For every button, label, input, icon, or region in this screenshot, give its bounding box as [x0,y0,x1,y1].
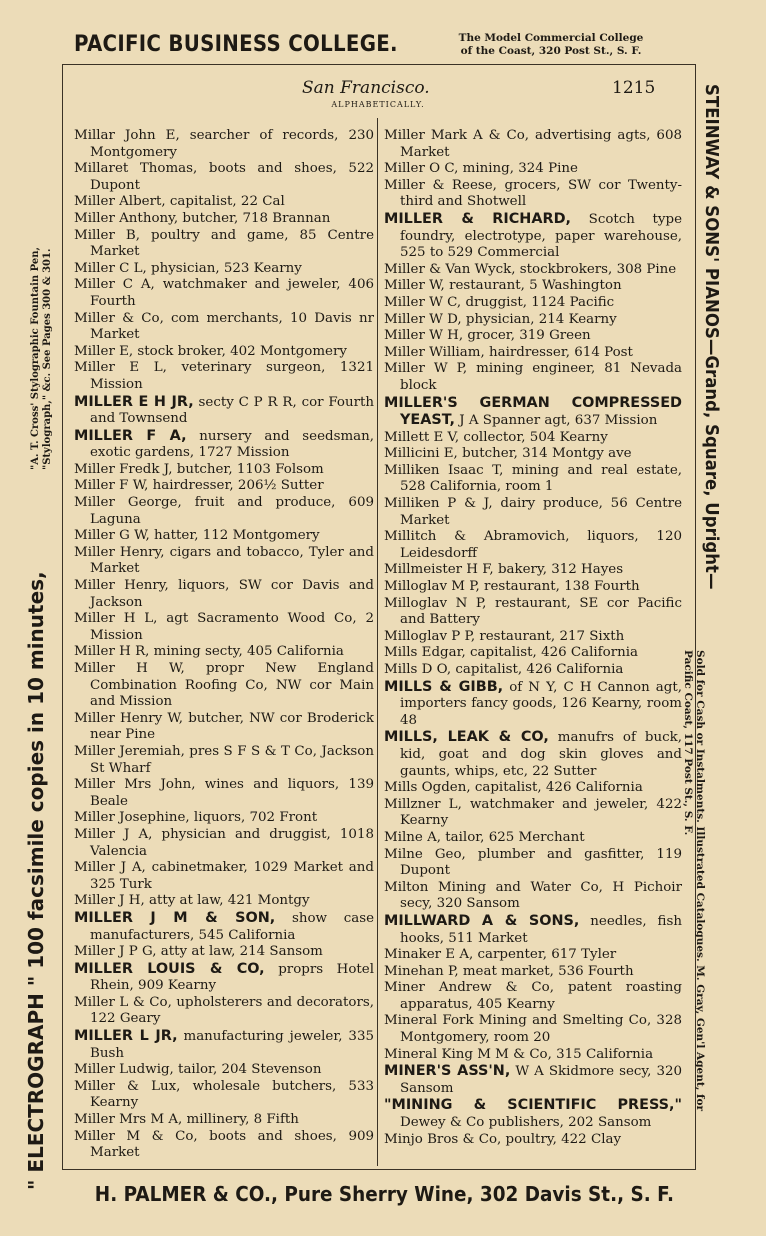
directory-entry [384,496,682,529]
entry-text: Mineral Fork Mining and Smelting Co, 328 Montgomery, room 20 [384,1013,682,1046]
directory-entry [74,277,374,310]
entry-text: Miller J P G, atty at law, 214 Sansom [74,944,323,960]
entry-text: Millitch & Abramovich, liquors, 120 Leidesdorff [384,529,682,561]
directory-entry [74,1062,374,1079]
directory-entry [384,345,682,362]
directory-entry [384,980,682,1013]
directory-entry [384,880,682,913]
entry-text: show case manufacturers, 545 California [90,910,374,943]
directory-entry [74,360,374,393]
directory-entry [74,128,374,161]
directory-entry [74,545,374,578]
entry-text: Millar John E, searcher of records, 230 Montgomery [74,128,374,160]
directory-entry [384,780,682,797]
directory-entry [384,262,682,279]
entry-text: Miller E, stock broker, 402 Montgomery [74,343,347,359]
entry-text: Miller W, restaurant, 5 Washington [384,278,622,294]
directory-entry [384,830,682,847]
right-side-ad-small: Sold for Cash or Instalments. Illustrated Catalogues. M. Gray, Gen'l Agent, for Pacific Coast, 117 Post St., S. F. [682,650,706,1112]
directory-entry [74,161,374,194]
entry-text: Miller F W, hairdresser, 206½ Sutter [74,478,324,494]
directory-entry [384,446,682,463]
entry-text: Minaker E A, carpenter, 617 Tyler [384,947,617,963]
entry-text: Miller G W, hatter, 112 Montgomery [74,528,320,544]
directory-entry [74,1079,374,1112]
directory-entry [384,729,682,780]
top-ad-tagline [415,32,687,58]
entry-business-name: MILLER'S GERMAN COMPRESSED YEAST, [384,394,682,429]
entry-text: nursery and seedsman, exotic gardens, 1727 Mission [90,428,374,461]
top-ad-tagline-line2: of the Coast, 320 Post St., S. F. [460,45,642,57]
directory-entry [74,711,374,744]
directory-entry [74,777,374,810]
directory-entry [74,744,374,777]
entry-text: Miller O C, mining, 324 Pine [384,161,578,177]
entry-text: Minjo Bros & Co, poultry, 422 Clay [384,1131,622,1147]
directory-entry [384,562,682,579]
directory-entry [74,611,374,644]
entry-text: Miller L & Co, upholsterers and decorators, 122 Geary [74,994,374,1027]
entry-text: manufrs of buck, kid, goat and dog skin gloves and gaunts, whips, etc, 22 Sutter [400,730,682,779]
directory-entry [384,629,682,646]
directory-entry [384,1047,682,1064]
entry-text: secty C P R R, cor Fourth and Townsend [90,394,374,427]
directory-entry [384,1063,682,1097]
directory-entry [384,395,682,430]
directory-entry [384,964,682,981]
directory-entry [384,128,682,161]
entry-text: Mills D O, capitalist, 426 California [384,662,624,677]
entry-text: Milton Mining and Water Co, H Pichoir secy, 320 Sansom [384,879,682,912]
directory-entry [384,947,682,964]
directory-entry [384,161,682,178]
entry-text: manufacturing jeweler, 335 Bush [90,1029,374,1061]
entry-text: Miller C A, watchmaker and jeweler, 406 Fourth [74,277,374,309]
directory-entry [384,1132,682,1149]
directory-entry [384,430,682,447]
entry-text: Millmeister H F, bakery, 312 Hayes [384,562,624,578]
entry-text: Miller J H, atty at law, 421 Montgy [74,893,310,909]
entry-text: Miller & Co, com merchants, 10 Davis nr Market [74,310,374,343]
entry-text: Miller W H, grocer, 319 Green [384,328,591,344]
entry-text: Milne A, tailor, 625 Merchant [384,829,585,845]
entry-business-name: "MINING & SCIENTIFIC PRESS," [384,1097,682,1114]
entry-text: Miller & Reese, grocers, SW cor Twenty-third and Shotwell [384,177,682,210]
entry-text: Miller George, fruit and produce, 609 Laguna [74,495,374,527]
entry-text: Minehan P, meat market, 536 Fourth [384,963,634,979]
entry-text: Millett E V, collector, 504 Kearny [384,429,608,445]
directory-entry [384,295,682,312]
directory-entry [384,913,682,947]
entry-text: Scotch type foundry, electrotype, paper warehouse, 525 to 529 Commercial [400,211,682,261]
entry-text: Miller J A, cabinetmaker, 1029 Market and 325 Turk [74,860,374,892]
directory-entry [384,312,682,329]
entry-text: Miller C L, physician, 523 Kearny [74,260,302,276]
entry-text: Mills Ogden, capitalist, 426 California [384,780,643,796]
entry-text: Miller W D, physician, 214 Kearny [384,311,617,327]
entry-text: Miller H R, mining secty, 405 California [74,644,344,660]
entry-text: Miller William, hairdresser, 614 Post [384,344,633,360]
directory-entry [74,194,374,211]
entry-business-name: MILLER F A, [74,427,187,444]
directory-entry [384,579,682,596]
bottom-advertisement: H. PALMER & CO., Pure Sherry Wine, 302 Davis St., S. F. [94,1182,674,1206]
entry-text: Milloglav P P, restaurant, 217 Sixth [384,628,625,644]
page-number: 1215 [612,78,656,98]
entry-text: Miller J A, physician and druggist, 1018 Valencia [74,826,374,859]
directory-entry [384,596,682,629]
directory-entry [74,810,374,827]
directory-entry [74,961,374,995]
directory-entry [384,847,682,880]
directory-entry [74,1112,374,1129]
right-column [384,128,682,1166]
directory-entry [74,228,374,261]
entry-text: Milloglav N P, restaurant, SE cor Pacific and Battery [384,595,682,628]
entry-text: Millicini E, butcher, 314 Montgy ave [384,446,632,462]
entry-business-name: MILLER & RICHARD, [384,210,571,227]
entry-text: Miller Ludwig, tailor, 204 Stevenson [74,1062,322,1078]
directory-entry [384,278,682,295]
entry-text: Miller Mark A & Co, advertising agts, 608 Market [384,128,682,160]
entry-text: Miller W C, druggist, 1124 Pacific [384,294,615,310]
entry-business-name: MILLER E H JR, [74,393,194,410]
entry-text: needles, fish hooks, 511 Market [400,913,682,946]
directory-entry [384,679,682,730]
entry-text: proprs Hotel Rhein, 909 Kearny [90,961,374,994]
directory-entry [74,261,374,278]
entry-text: Miller E L, veterinary surgeon, 1321 Mission [74,360,374,392]
top-ad-title: PACIFIC BUSINESS COLLEGE. [74,32,398,57]
entry-text: Milliken Isaac T, mining and real estate, 528 California, room 1 [384,462,682,495]
left-side-small-line1: "A. T. Cross' Stylographic Fountain Pen, [30,246,41,470]
entry-business-name: MINER'S ASS'N, [384,1063,511,1080]
directory-entry [74,827,374,860]
entry-text: Miller H W, propr New England Combination Roofing Co, NW cor Main and Mission [74,661,374,710]
directory-entry [384,178,682,211]
entry-text: Miller Jeremiah, pres S F S & T Co, Jackson St Wharf [74,743,374,776]
entry-text: Milliken P & J, dairy produce, 56 Centre Market [384,496,682,528]
directory-entry [74,578,374,611]
left-side-small-line2: "Stylograph," &c. See Pages 300 & 301. [42,248,53,470]
right-side-ad-main: STEINWAY & SONS' PIANOS—Grand, Square, Upright— [701,84,722,590]
directory-entry [74,344,374,361]
directory-entry [74,528,374,545]
directory-entry [74,1028,374,1062]
entry-text: Miller B, poultry and game, 85 Centre Market [74,227,374,260]
entry-text: Dewey & Co publishers, 202 Sansom [400,1115,652,1131]
entry-business-name: MILLS, LEAK & CO, [384,729,549,746]
directory-entry [74,944,374,961]
entry-text: Miller & Van Wyck, stockbrokers, 308 Pine [384,261,677,277]
header-city: San Francisco. [302,78,430,98]
entry-text: Millaret Thomas, boots and shoes, 522 Dupont [74,161,374,193]
entry-text: Mills Edgar, capitalist, 426 California [384,645,638,661]
directory-entry [74,661,374,711]
entry-text: Mineral King M M & Co, 315 California [384,1046,654,1062]
directory-entry [74,893,374,910]
directory-entry [384,463,682,496]
entry-business-name: MILLER J M & SON, [74,909,276,926]
entry-text: Miller Josephine, liquors, 702 Front [74,810,318,826]
right-side-small-advertisement [682,650,706,1140]
directory-entry [74,995,374,1028]
entry-business-name: MILLER LOUIS & CO, [74,960,265,977]
entry-text: Miller Anthony, butcher, 718 Brannan [74,210,331,226]
running-header [62,76,694,110]
directory-entry [74,211,374,228]
directory-entry [74,860,374,893]
entry-text: of N Y, C H Cannon agt, importers fancy goods, 126 Kearny, room 48 [400,679,682,728]
directory-entry [384,211,682,262]
entry-text: Miller Henry W, butcher, NW cor Broderick near Pine [74,710,374,743]
entry-text: Miller Fredk J, butcher, 1103 Folsom [74,461,324,477]
left-side-advertisement: " ELECTROGRAPH " 100 facsimile copies in 10 minutes, [24,571,48,1190]
top-advertisement [70,30,690,64]
directory-entry [74,394,374,428]
directory-entry [74,495,374,528]
directory-entry [74,478,374,495]
directory-entry [384,1097,682,1131]
column-divider [377,118,378,1166]
entry-business-name: MILLS & GIBB, [384,678,504,695]
left-column [74,128,374,1166]
entry-text: Miller W P, mining engineer, 81 Nevada block [384,361,682,393]
directory-entry [384,529,682,562]
entry-text: W A Skidmore secy, 320 Sansom [400,1064,682,1096]
entry-text: Miller M & Co, boots and shoes, 909 Market [74,1128,374,1161]
directory-entry [384,645,682,662]
entry-text: Miner Andrew & Co, patent roasting apparatus, 405 Kearny [384,980,682,1012]
directory-entry [74,462,374,479]
directory-entry [74,1129,374,1162]
entry-text: Miller Henry, cigars and tobacco, Tyler and Market [74,544,374,577]
entry-text: Miller Albert, capitalist, 22 Cal [74,194,285,210]
directory-entry [74,910,374,944]
entry-text: Miller Mrs John, wines and liquors, 139 Beale [74,777,374,809]
directory-entry [384,1013,682,1046]
directory-entry [74,644,374,661]
directory-entry [384,328,682,345]
header-subtitle: ALPHABETICALLY. [331,100,425,109]
entry-text: Miller Henry, liquors, SW cor Davis and Jackson [74,578,374,610]
entry-text: Miller & Lux, wholesale butchers, 533 Kearny [74,1078,374,1111]
directory-entry [74,428,374,462]
entry-business-name: MILLWARD A & SONS, [384,912,580,929]
entry-text: Milloglav M P, restaurant, 138 Fourth [384,579,640,595]
entry-business-name: MILLER L JR, [74,1028,178,1045]
entry-text: Milne Geo, plumber and gasfitter, 119 Dupont [384,846,682,879]
directory-entry [74,311,374,344]
entry-text: Miller H L, agt Sacramento Wood Co, 2 Mission [74,611,374,643]
top-ad-tagline-line1: The Model Commercial College [458,32,644,44]
directory-entry [384,361,682,394]
entry-text: Miller Mrs M A, millinery, 8 Fifth [74,1112,299,1128]
left-side-small-advertisement [30,110,54,470]
directory-entry [384,662,682,679]
entry-text: J A Spanner agt, 637 Mission [454,413,658,429]
directory-entry [384,797,682,830]
entry-text: Millzner L, watchmaker and jeweler, 422 Kearny [384,796,682,829]
